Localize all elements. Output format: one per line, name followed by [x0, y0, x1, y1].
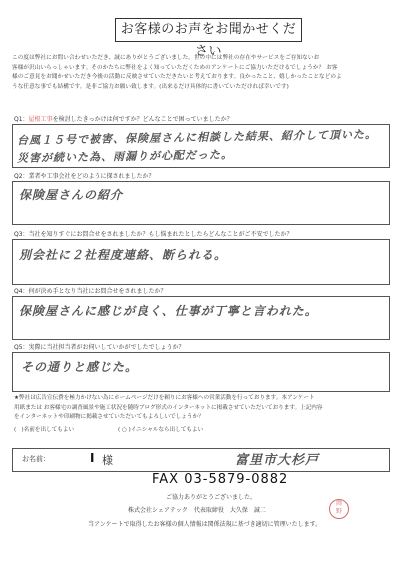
fax-number: FAX 03-5879-0882	[152, 472, 289, 487]
privacy-footer: 当アンケートで取得したお客様の個人情報は関係法規に基づき適切に管理いたします。	[88, 521, 322, 528]
answer-box-2	[12, 181, 390, 225]
publication-note: ★弊社は広告宣伝費を極力かけない為にホームページだけを頼りにお客様への営業活動を行っております。本アンケート 用紙または お客様宅の調査風景や施工状況を随時ブログ形式のインターネットに掲載させていただいております。上記内容 をインターネットや印刷物に掲載させていただいてもよろしいでしょうか？	[14, 395, 323, 421]
question-2: Q2：業者や工事会社をどのように探されましたか？	[14, 173, 155, 180]
answer-box-3	[12, 239, 390, 285]
question-5: Q5：実際に当社担当者がお伺いしていかがでしたでしょうか？	[14, 344, 185, 351]
signature-location: 富里市大杉戸	[235, 453, 320, 468]
answer-box-4	[12, 296, 390, 340]
option-initials[interactable]: ( ○ )イニシャルなら出してもよい	[118, 427, 204, 433]
answer-3-line-1: 別会社に２社程度連絡、断られる。	[19, 248, 228, 262]
signature-name: I	[90, 451, 95, 465]
intro-text: この度は弊社にお問い合わせいただき、誠にありがとうございました。世の中には弊社の存在やサービスをご存知ないお 客様が沢山いらっしゃいます。そのかたちに弊社をよく知っていただくためのアンケートにご協力いただけるでしょうか？ お客 様のご意見をお聞かせいただき今後の活動に反映させていただきたいと考えております。良かったこと、嬉しかったことなどのよ うな任意な事でも結構です。是非ご協力お願い致します。(出来るだけ具体的に書いていただければ幸いです)	[12, 55, 342, 90]
company-info: 株式会社シェアテック 代表取締役 大久保 誠二	[128, 507, 266, 514]
answer-box-5	[12, 352, 390, 392]
answer-1-line-2: 災害が続いた為、雨漏りが心配だった。	[16, 148, 234, 165]
seal-stamp: 岡 野	[329, 499, 349, 519]
signature-label: お名前：	[22, 455, 50, 463]
answer-2-line-1: 保険屋さんの紹介	[19, 188, 124, 202]
question-1: Q1：屋根工事を検討したきっかけは何ですか？どんなことで困っていましたか？	[14, 116, 233, 123]
answer-1-line-1: 台風１５号で被害、保険屋さんに相談した結果、紹介して頂いた。	[16, 127, 378, 148]
answer-4-line-1: 保険屋さんに感じが良く、仕事が丁寧と言われた。	[19, 304, 318, 318]
question-4: Q4：何が決め手となり当社にお問合せをされましたか？	[14, 288, 167, 295]
signature-honorific: 様	[102, 454, 113, 467]
question-3: Q3：当社を知りすぐにお問合せをされましたか？もし悩まれたとしたらどんなことがご不安でしたか？	[14, 231, 293, 238]
thanks-text: ご協力ありがとうございました。	[166, 494, 257, 501]
question-1-highlight: 屋根工事	[28, 116, 53, 123]
signature-box	[12, 448, 390, 472]
answer-box-1	[12, 124, 390, 168]
answer-5-line-1: その通りと感じた。	[21, 360, 139, 374]
option-full-name[interactable]: ( )名前を出してもよい	[14, 427, 75, 433]
page-title: お客様のお声をお聞かせください	[115, 18, 302, 42]
